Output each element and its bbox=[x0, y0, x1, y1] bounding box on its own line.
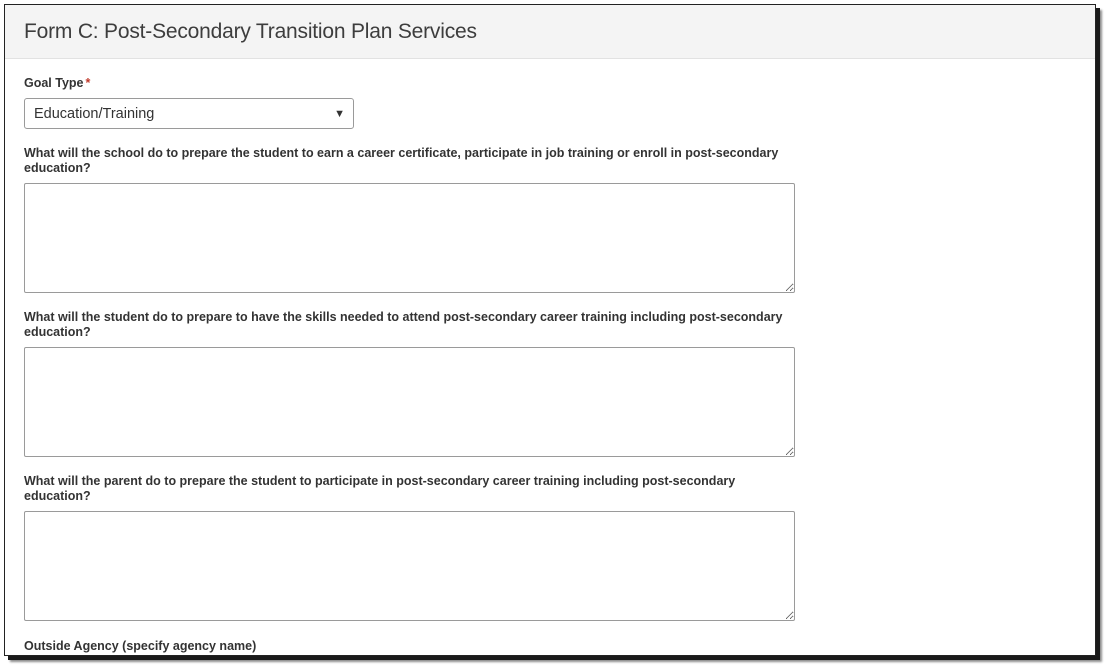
outside-agency-label: Outside Agency (specify agency name) bbox=[24, 638, 257, 653]
caret-down-icon: ▼ bbox=[334, 107, 345, 120]
goal-type-select[interactable] bbox=[24, 98, 354, 129]
school-question-field bbox=[24, 146, 1095, 293]
form-content bbox=[5, 59, 1095, 654]
outside-agency-field bbox=[24, 639, 1095, 655]
goal-type-selected-value: Education/Training bbox=[34, 105, 155, 122]
form-window bbox=[4, 4, 1096, 656]
parent-question-label: What will the parent do to prepare the student to participate in post-secondary career training including post-secondary education? bbox=[24, 473, 736, 503]
school-question-textarea[interactable] bbox=[24, 183, 795, 293]
parent-question-field bbox=[24, 474, 1095, 621]
form-header bbox=[5, 5, 1095, 59]
goal-type-label bbox=[24, 76, 794, 92]
page-title: Form C: Post-Secondary Transition Plan Services bbox=[24, 20, 477, 43]
parent-question-textarea[interactable] bbox=[24, 511, 795, 621]
required-marker: * bbox=[85, 76, 91, 90]
goal-type-field bbox=[24, 76, 1095, 129]
goal-type-label-text: Goal Type bbox=[24, 76, 84, 90]
student-question-textarea[interactable] bbox=[24, 347, 795, 457]
student-question-label: What will the student do to prepare to have the skills needed to attend post-secondary career training including post-secondary education? bbox=[24, 309, 783, 339]
student-question-field bbox=[24, 310, 1095, 457]
school-question-label: What will the school do to prepare the student to earn a career certificate, participate in job training or enroll in post-secondary education? bbox=[24, 145, 779, 175]
